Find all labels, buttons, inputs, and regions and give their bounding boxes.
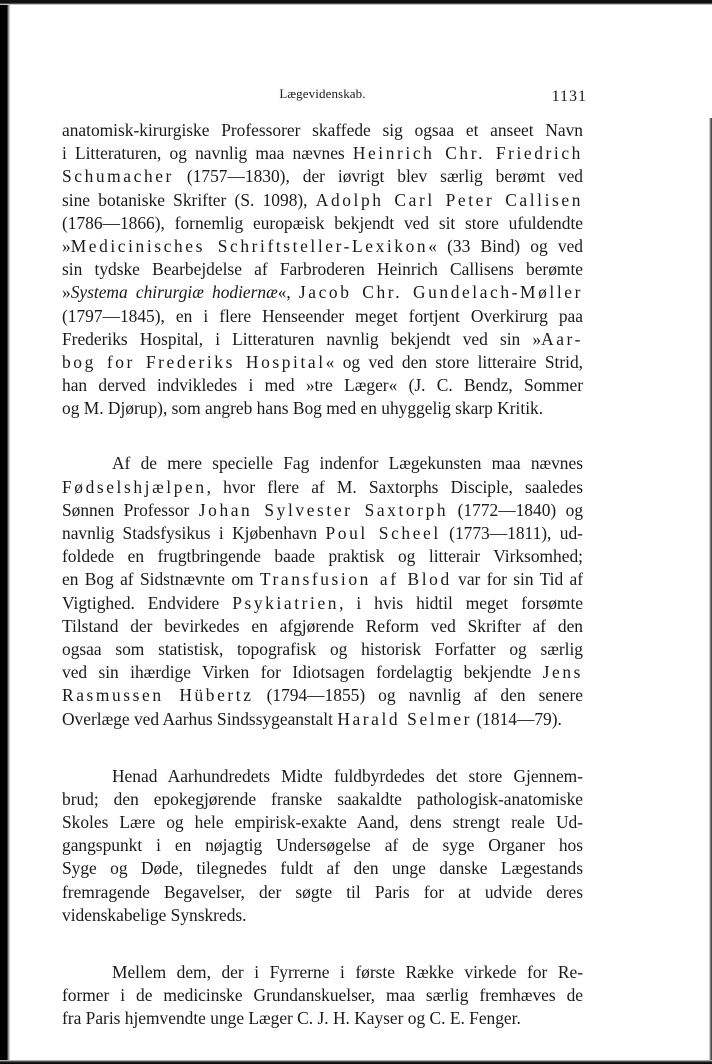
text-line [62, 189, 583, 212]
paragraph-gap [62, 420, 583, 452]
text-line [62, 765, 583, 788]
text-line [62, 351, 583, 374]
spaced-name: Jens [542, 662, 583, 683]
spaced-name: Adolph Carl Peter Callisen [315, 189, 583, 210]
text-run: (1773—1811), ud- [440, 523, 583, 543]
text-line [62, 615, 583, 638]
text-run: Overlæge ved Aarhus Sindssygeanstalt [62, 708, 338, 729]
text-run: fremragende Begavelser, der søgte til Paris for at udvide deres [62, 881, 583, 902]
text-line [62, 476, 583, 499]
text-line [62, 374, 583, 397]
text-line [62, 661, 583, 684]
paragraph-gap [62, 731, 583, 765]
text-run: gangspunkt i en nøjagtig Undersøgelse af de syge Organer hos [62, 835, 583, 856]
text-run: anatomisk-kirurgiske Professorer skaffede sig ogsaa et anseet Navn [62, 120, 583, 140]
text-line [62, 904, 583, 927]
text-line [62, 281, 583, 304]
text-run: ved sin ihærdige Virken for Idiotsagen fordelagtig bekjendte [62, 662, 543, 683]
text-run: sine botaniske Skrifter (S. 1098), [62, 189, 316, 210]
text-run: , i hvis hidtil meget forsømte [339, 592, 583, 613]
text-run: sin tydske Bearbejdelse af Farbroderen Heinrich Callisens berømte [62, 259, 583, 280]
text-line [62, 708, 583, 731]
scan-bottom-edge [0, 1060, 712, 1064]
text-line [62, 568, 583, 591]
text-run: han derved indvikledes i med »tre Læger« (J. C. Bendz, Sommer [62, 375, 583, 396]
text-run: Syge og Døde, tilegnedes fuldt af den unge danske Lægestands [62, 858, 583, 879]
text-run: « (33 Bind) og ved [428, 235, 583, 256]
spaced-name: Johan Sylvester Saxtorph [198, 499, 449, 520]
text-run: Skoles Lære og hele empirisk-exakte Aand, dens strengt reale Ud- [62, 812, 583, 833]
text-line [62, 305, 583, 328]
scan-top-edge [0, 0, 712, 5]
text-line [62, 1007, 583, 1030]
text-run: » [62, 282, 71, 303]
text-run: Sønnen Professor [62, 499, 199, 520]
text-run: Vigtighed. Endvidere [62, 592, 233, 613]
text-line [62, 142, 583, 165]
text-line [62, 165, 583, 188]
spaced-name: Medicinisches Schriftsteller-Lexikon [70, 235, 429, 256]
text-line [62, 119, 583, 142]
text-run: (1797—1845), en i flere Henseender meget fortjent Overkirurg paa [62, 305, 583, 326]
text-run: » [62, 235, 71, 256]
text-line [62, 545, 583, 568]
spaced-name: Transfusion af Blod [259, 569, 452, 590]
text-line [62, 984, 583, 1007]
text-run: Tilstand der bevirkedes en afgjørende Reform ved Skrifter af den [62, 615, 583, 636]
text-run: former i de medicinske Grundanskuelser, maa særlig fremhæves de [62, 985, 583, 1006]
text-run: Mellem dem, der i Fyrrerne i første Række virkede for Re- [112, 962, 583, 982]
text-line [62, 811, 583, 834]
text-line [62, 638, 583, 661]
paragraph-gap [62, 927, 583, 961]
text-line [62, 961, 583, 984]
text-line [62, 397, 583, 420]
paragraph [62, 119, 583, 420]
text-line [62, 328, 583, 351]
spaced-name: Schumacher [62, 166, 174, 187]
body-text [62, 119, 583, 1031]
text-run: videnskabelige Synskreds. [62, 904, 247, 925]
text-run: « og ved den store litteraire Strid, [325, 351, 583, 372]
text-run: (1794—1855) og navnlig af den senere [253, 685, 583, 706]
spaced-name: bog for Frederiks Hospital [62, 351, 326, 372]
text-line [62, 788, 583, 811]
text-run: , hvor flere af M. Saxtorphs Disciple, saaledes [206, 476, 583, 497]
text-run: foldede en frugtbringende baade praktisk og litterair Virksomhed; [62, 546, 583, 567]
text-run: (1814—79). [472, 708, 562, 729]
text-run: navnlig Stadsfysikus i Kjøbenhavn [62, 523, 326, 543]
text-line [62, 857, 583, 880]
spaced-name: Jacob Chr. Gundelach-Møller [298, 282, 583, 303]
text-run: var for sin Tid af [451, 569, 584, 590]
italic-title: Systema chirurgiæ hodiernæ [70, 282, 278, 303]
running-head [62, 86, 587, 106]
page-number: 1131 [551, 88, 587, 105]
text-run: Henad Aarhundredets Midte fuldbyrdedes det store Gjennem- [112, 765, 583, 786]
paragraph [62, 961, 583, 1031]
text-run: brud; den epokegjørende franske saakaldte pathologisk-anatomiske [62, 788, 583, 809]
text-line [62, 258, 583, 281]
text-line [62, 881, 583, 904]
text-line [62, 452, 583, 475]
spaced-name: Rasmussen Hübertz [62, 685, 254, 706]
spaced-name: Poul Scheel [325, 523, 441, 543]
spaced-name: Fødselshjælpen [62, 476, 207, 497]
text-line [62, 592, 583, 615]
text-line [62, 235, 583, 258]
text-line [62, 684, 583, 707]
text-line [62, 834, 583, 857]
running-title: Lægevidenskab. [279, 86, 366, 101]
text-run: en Bog af Sidstnævnte om [62, 569, 260, 590]
text-line [62, 522, 583, 545]
text-run: i Litteraturen, og navnlig maa nævnes [62, 143, 353, 164]
text-run: Af de mere specielle Fag indenfor Lægekunsten maa nævnes [112, 453, 583, 474]
spaced-name: Harald Selmer [337, 708, 473, 729]
text-line [62, 499, 583, 522]
text-run: (1772—1840) og [448, 499, 584, 520]
spaced-name: Aar- [541, 328, 583, 349]
text-run: (1757—1830), der iøvrigt blev særlig berømt ved [173, 166, 583, 187]
spaced-name: Heinrich Chr. Friedrich [352, 143, 583, 164]
text-run: fra Paris hjemvendte unge Læger C. J. H. Kayser og C. E. Fenger. [62, 1008, 521, 1029]
text-line [62, 212, 583, 235]
text-run: og M. Djørup), som angreb hans Bog med en uhyggelig skarp Kritik. [62, 398, 544, 419]
paragraph [62, 765, 583, 927]
text-run: (1786—1866), fornemlig europæisk bekjendt ved sit store ufuldendte [62, 212, 583, 233]
text-run: «, [277, 282, 299, 303]
scan-left-edge [0, 0, 10, 1064]
spaced-name: Psykiatrien [232, 592, 340, 613]
paragraph [62, 452, 583, 730]
text-run: ogsaa som statistisk, topografisk og historisk Forfatter og særlig [62, 638, 583, 659]
text-run: Frederiks Hospital, i Litteraturen navnlig bekjendt ved sin » [62, 328, 542, 349]
